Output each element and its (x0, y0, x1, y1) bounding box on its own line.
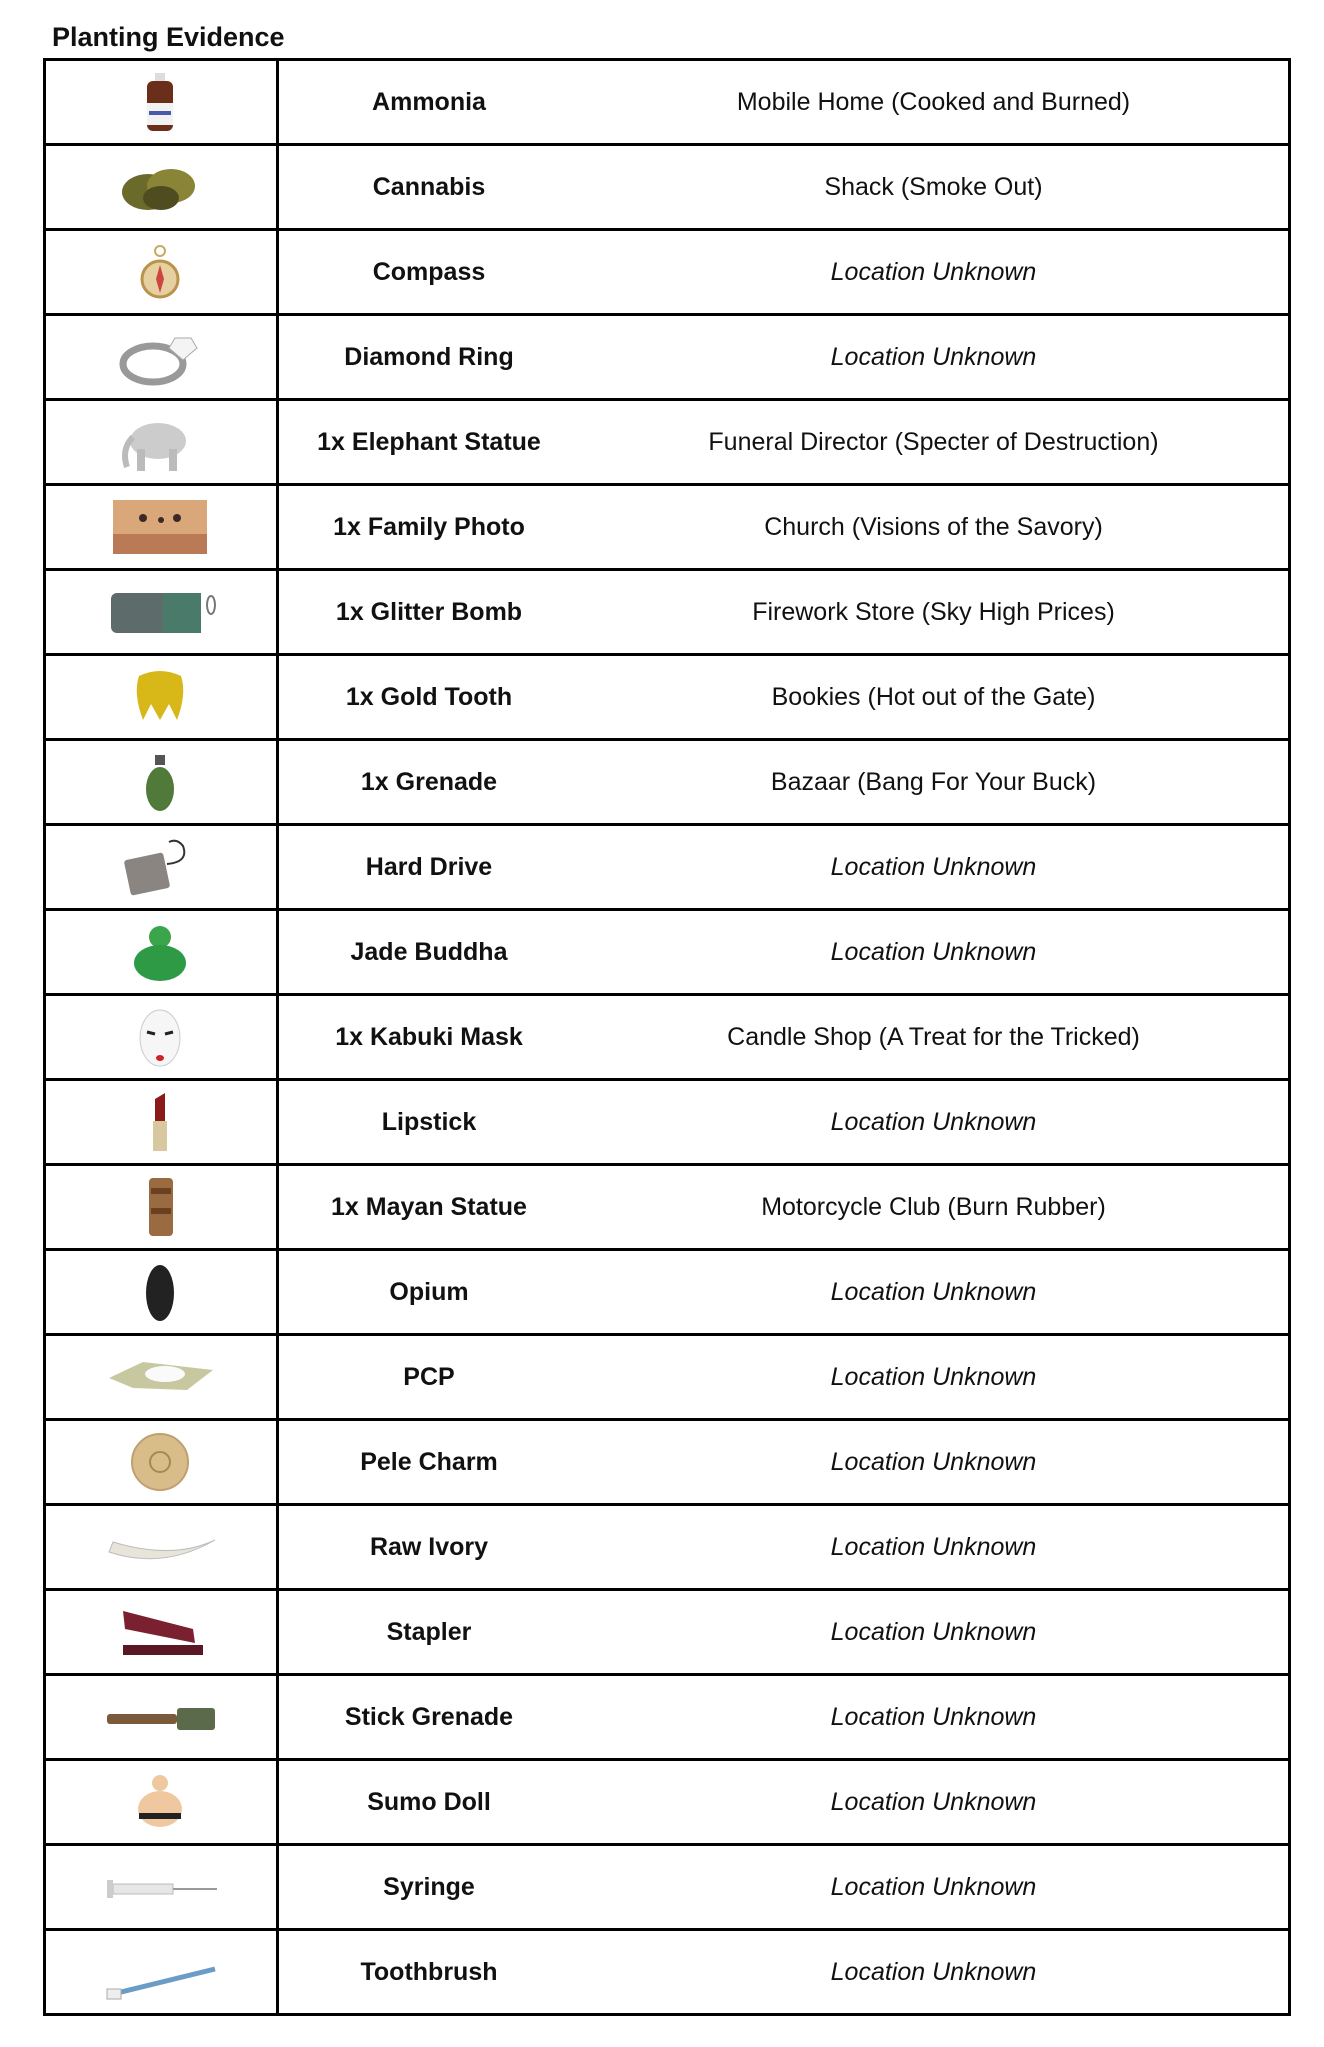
table-row (45, 400, 1290, 485)
item-name: 1x Family Photo (278, 485, 580, 570)
item-name: 1x Gold Tooth (278, 655, 580, 740)
syringe-icon (103, 1854, 219, 1920)
opium-icon (103, 1259, 219, 1325)
item-location: Location Unknown (579, 315, 1290, 400)
pele-charm-icon (103, 1429, 219, 1495)
item-location: Location Unknown (579, 1250, 1290, 1335)
page-title: Planting Evidence (52, 22, 285, 52)
item-name: Stapler (278, 1590, 580, 1675)
item-location: Location Unknown (579, 1420, 1290, 1505)
item-location: Location Unknown (579, 1760, 1290, 1845)
item-location: Location Unknown (579, 230, 1290, 315)
table-row (45, 1505, 1290, 1590)
item-name: Ammonia (372, 87, 486, 116)
lipstick-icon (103, 1089, 219, 1155)
table-row (45, 145, 1290, 230)
kabuki-mask-icon (103, 1004, 219, 1070)
evidence-table (43, 58, 1291, 2016)
item-name: Compass (278, 230, 580, 315)
gold-tooth-icon (103, 664, 219, 730)
item-name: Cannabis (278, 145, 580, 230)
item-name: Diamond Ring (278, 315, 580, 400)
table-row (45, 740, 1290, 825)
compass-icon (103, 239, 219, 305)
item-location: Location Unknown (579, 825, 1290, 910)
table-row (45, 1760, 1290, 1845)
family-photo-icon (103, 494, 219, 560)
ammonia-bottle-icon (103, 69, 219, 135)
table-row (45, 1675, 1290, 1760)
table-row (45, 1930, 1290, 2015)
item-location: Mobile Home (Cooked and Burned) (736, 87, 1131, 116)
table-row (45, 1250, 1290, 1335)
item-location: Location Unknown (579, 1930, 1290, 2015)
table-row (45, 60, 1290, 145)
glitter-bomb-icon (103, 579, 219, 645)
table-row (45, 1590, 1290, 1675)
item-name: Raw Ivory (278, 1505, 580, 1590)
item-name: PCP (278, 1335, 580, 1420)
item-name: Hard Drive (278, 825, 580, 910)
stapler-icon (103, 1599, 219, 1665)
item-name: 1x Kabuki Mask (278, 995, 580, 1080)
item-location: Firework Store (Sky High Prices) (579, 570, 1290, 655)
item-location: Location Unknown (579, 1845, 1290, 1930)
item-name: Syringe (278, 1845, 580, 1930)
item-location: Location Unknown (579, 1505, 1290, 1590)
item-location: Bazaar (Bang For Your Buck) (579, 740, 1290, 825)
table-row (45, 230, 1290, 315)
item-location: Church (Visions of the Savory) (579, 485, 1290, 570)
item-location: Funeral Director (Specter of Destruction) (579, 400, 1290, 485)
table-row (45, 315, 1290, 400)
raw-ivory-icon (103, 1514, 219, 1580)
item-name: Toothbrush (278, 1930, 580, 2015)
item-location: Bookies (Hot out of the Gate) (579, 655, 1290, 740)
hard-drive-icon (103, 834, 219, 900)
item-location: Location Unknown (579, 1675, 1290, 1760)
pcp-powder-icon (103, 1344, 219, 1410)
item-location: Location Unknown (579, 1590, 1290, 1675)
item-location: Location Unknown (579, 910, 1290, 995)
item-name: 1x Mayan Statue (278, 1165, 580, 1250)
table-row (45, 1420, 1290, 1505)
table-row (45, 1335, 1290, 1420)
table-row (45, 825, 1290, 910)
elephant-statue-icon (103, 409, 219, 475)
item-location: Candle Shop (A Treat for the Tricked) (579, 995, 1290, 1080)
item-name: 1x Elephant Statue (278, 400, 580, 485)
toothbrush-icon (103, 1939, 219, 2005)
item-name: Lipstick (278, 1080, 580, 1165)
table-row (45, 655, 1290, 740)
item-location: Location Unknown (579, 1080, 1290, 1165)
table-row (45, 1080, 1290, 1165)
item-name: 1x Grenade (278, 740, 580, 825)
table-row (45, 485, 1290, 570)
cannabis-icon (103, 154, 219, 220)
item-location: Motorcycle Club (Burn Rubber) (579, 1165, 1290, 1250)
diamond-ring-icon (103, 324, 219, 390)
item-name: Opium (278, 1250, 580, 1335)
item-location: Location Unknown (579, 1335, 1290, 1420)
item-name: Stick Grenade (278, 1675, 580, 1760)
item-location: Shack (Smoke Out) (579, 145, 1290, 230)
table-row (45, 995, 1290, 1080)
stick-grenade-icon (103, 1684, 219, 1750)
grenade-icon (103, 749, 219, 815)
item-name: Pele Charm (278, 1420, 580, 1505)
item-name: Jade Buddha (278, 910, 580, 995)
table-row (45, 1845, 1290, 1930)
sumo-doll-icon (103, 1769, 219, 1835)
mayan-statue-icon (103, 1174, 219, 1240)
table-row (45, 570, 1290, 655)
table-row (45, 910, 1290, 995)
item-name: Sumo Doll (278, 1760, 580, 1845)
item-name: 1x Glitter Bomb (278, 570, 580, 655)
jade-buddha-icon (103, 919, 219, 985)
table-row (45, 1165, 1290, 1250)
